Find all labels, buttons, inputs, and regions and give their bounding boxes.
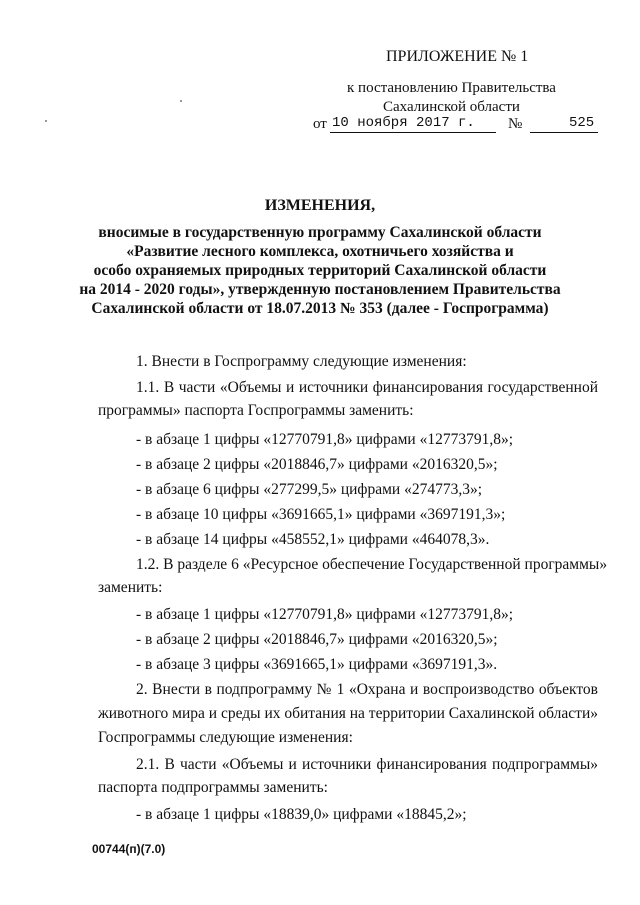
date-label: от [313, 116, 327, 132]
list-item: - в абзаце 14 цифры «458552,1» цифрами «464078,3». [136, 531, 490, 548]
date-underline [330, 132, 496, 133]
paragraph-2-line-2: животного мира и среды их обитания на территории Сахалинской области» [98, 705, 598, 722]
paragraph-2-line-1: 2. Внести в подпрограмму № 1 «Охрана и воспроизводство объектов [136, 681, 598, 698]
title-line-5: Сахалинской области от 18.07.2013 № 353 (далее - Госпрограмма) [91, 300, 549, 317]
list-item: - в абзаце 2 цифры «2018846,7» цифрами «2016320,5»; [136, 631, 498, 648]
number-value: 525 [569, 115, 595, 131]
document-title: ИЗМЕНЕНИЯ, [264, 197, 376, 214]
resolution-line-1: к постановлению Правительства [347, 80, 556, 96]
title-line-1: вносимые в государственную программу Сахалинской области [98, 224, 542, 241]
paragraph-1-1-line-2: программы» паспорта Госпрограммы заменить: [98, 402, 414, 419]
paragraph-1-2-line-2: заменить: [98, 579, 163, 596]
title-line-3: особо охраняемых природных территорий Сахалинской области [93, 262, 547, 279]
list-item: - в абзаце 10 цифры «3691665,1» цифрами «3697191,3»; [136, 506, 506, 523]
list-item: - в абзаце 2 цифры «2018846,7» цифрами «2016320,5»; [136, 456, 498, 473]
list-item: - в абзаце 6 цифры «277299,5» цифрами «274773,3»; [136, 481, 483, 498]
title-line-2: «Развитие лесного комплекса, охотничьего хозяйства и [126, 243, 514, 260]
paragraph-2-1-line-1: 2.1. В части «Объемы и источники финансирования подпрограммы» [136, 756, 598, 773]
date-value: 10 ноября 2017 г. [332, 115, 475, 131]
list-item: - в абзаце 1 цифры «12770791,8» цифрами «12773791,8»; [136, 431, 514, 448]
resolution-line-2: Сахалинской области [383, 99, 520, 115]
paragraph-1-2-line-1: 1.2. В разделе 6 «Ресурсное обеспечение Государственной программы» [136, 556, 608, 573]
appendix-title: ПРИЛОЖЕНИЕ № 1 [386, 48, 529, 65]
paragraph-2-line-3: Госпрограммы следующие изменения: [98, 729, 353, 746]
list-item: - в абзаце 1 цифры «18839,0» цифрами «18845,2»; [136, 806, 467, 823]
list-item: - в абзаце 1 цифры «12770791,8» цифрами «12773791,8»; [136, 606, 514, 623]
scan-speck [45, 120, 47, 122]
number-label: № [508, 116, 523, 132]
paragraph-1-1-line-1: 1.1. В части «Объемы и источники финансирования государственной [136, 379, 598, 396]
paragraph-2-1-line-2: паспорта подпрограммы заменить: [98, 779, 328, 796]
scan-speck [180, 100, 182, 102]
title-line-4: на 2014 - 2020 годы», утвержденную постановлением Правительства [79, 281, 561, 298]
number-underline [530, 132, 598, 133]
document-code: 00744(п)(7.0) [92, 842, 166, 856]
list-item: - в абзаце 3 цифры «3691665,1» цифрами «3697191,3». [136, 656, 498, 673]
paragraph-1: 1. Внести в Госпрограмму следующие изменения: [136, 353, 467, 370]
